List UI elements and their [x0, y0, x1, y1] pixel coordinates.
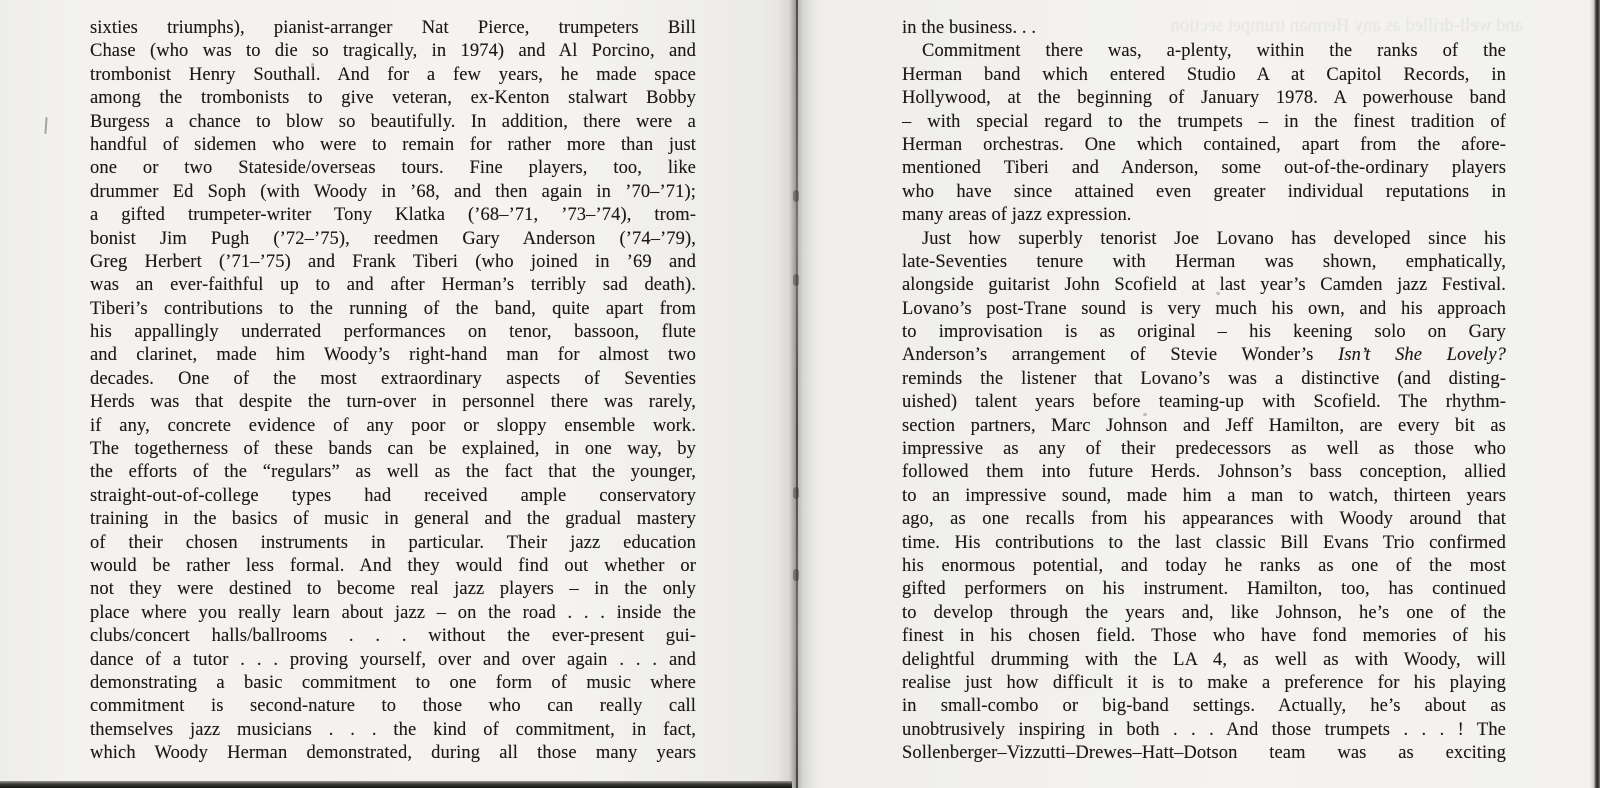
text-line: place where you really learn about jazz – on the road . . . inside the: [90, 602, 696, 623]
text-line: ago, as one recalls from his appearances with Woody around that: [902, 509, 1506, 530]
text-line: Herds was that despite the turn-over in personnel there was rarely,: [90, 392, 696, 413]
text-line: reminds the listener that Lovano’s was a distinctive (and disting-: [902, 368, 1506, 389]
text-line: in the business. . .: [902, 18, 1037, 38]
text-line: uished) talent years before teaming-up with Scofield. The rhythm-: [902, 392, 1506, 413]
text-line: Burgess a chance to blow so beautifully. In addition, there were a: [90, 111, 696, 132]
text-line: among the trombonists to give veteran, ex-Kenton stalwart Bobby: [90, 88, 696, 109]
text-line: Lovano’s post-Trane sound is very much his own, and his approach: [902, 298, 1506, 319]
text-line: Commitment there was, a-plenty, within the ranks of the: [922, 41, 1506, 62]
text-line: – with special regard to the trumpets – in the finest tradition of: [902, 111, 1506, 132]
left-page-text: [90, 17, 696, 766]
text-line: not they were destined to become real jazz players – in the only: [90, 579, 696, 600]
text-line: which Woody Herman demonstrated, during all those many years: [90, 743, 696, 764]
text-line: late-Seventies tenure with Herman was shown, emphatically,: [902, 251, 1506, 272]
text-line: demonstrating a basic commitment to one form of music where: [90, 672, 696, 693]
text-line: alongside guitarist John Scofield at last year’s Camden jazz Festival.: [902, 275, 1506, 296]
text-line: the efforts of the “regulars” as well as the fact that the younger,: [90, 462, 696, 483]
text-line: Tiberi’s contributions to the running of the band, quite apart from: [90, 298, 696, 319]
left-page: [0, 0, 793, 788]
text-line: themselves jazz musicians . . . the kind of commitment, in fact,: [90, 719, 696, 740]
text-line: Herman band which entered Studio A at Capitol Records, in: [902, 64, 1506, 85]
text-line: to develop through the years and, like Johnson, he’s one of the: [902, 602, 1506, 623]
text-line: drummer Ed Soph (with Woody in ’68, and then again in ’70–’71);: [90, 181, 696, 202]
italic-song-title: Isn’t She Lovely?: [1338, 345, 1506, 366]
text-line: Greg Herbert (’71–’75) and Frank Tiberi (who joined in ’69 and: [90, 251, 696, 272]
text-line: if any, concrete evidence of any poor or sloppy ensemble work.: [90, 415, 696, 436]
text-line: impressive as any of their predecessors as well as those who: [902, 439, 1506, 460]
ghost-bleed-text: and well-drilled as any Herman trumpet section: [1170, 16, 1523, 36]
text-line: [902, 344, 1506, 367]
text-line: mentioned Tiberi and Anderson, some out-of-the-ordinary players: [902, 158, 1506, 179]
text-line: realise just how difficult it is to make a preference for his playing: [902, 672, 1506, 693]
text-line: followed them into future Herds. Johnson’s bass conception, allied: [902, 462, 1506, 483]
text-line: his appallingly underrated performances on tenor, bassoon, flute: [90, 322, 696, 343]
text-line: decades. One of the most extraordinary aspects of Seventies: [90, 368, 696, 389]
text-line: one or two Stateside/overseas tours. Fine players, too, like: [90, 158, 696, 179]
text-line: would be rather less formal. And they would find out whether or: [90, 555, 696, 576]
text-line: of their chosen instruments in particular. Their jazz education: [90, 532, 696, 553]
text-line: his enormous potential, and today he ranks as one of the most: [902, 555, 1506, 576]
right-page-text: [902, 17, 1506, 766]
text-line: dance of a tutor . . . proving yourself, over and over again . . . and: [90, 649, 696, 670]
right-scan-edge: [1590, 0, 1600, 788]
text-line: bonist Jim Pugh (’72–’75), reedmen Gary Anderson (’74–’79),: [90, 228, 696, 249]
pen-mark: [44, 117, 47, 134]
text-line: in small-combo or big-band settings. Actually, he’s about as: [902, 696, 1506, 717]
text-line: trombonist Henry Southall. And for a few years, he made space: [90, 64, 696, 85]
text-line: clubs/concert halls/ballrooms . . . without the ever-present gui-: [90, 626, 696, 647]
bottom-scan-edge: [0, 781, 792, 788]
text-line: delightful drumming with the LA 4, as well as with Woody, will: [902, 649, 1506, 670]
text-line: The togetherness of these bands can be explained, in one way, by: [90, 439, 696, 460]
text-line: many areas of jazz expression.: [902, 205, 1132, 226]
text-line: unobtrusively inspiring in both . . . And those trumpets . . . ! The: [902, 719, 1506, 740]
text-line: to an impressive sound, made him a man to watch, thirteen years: [902, 485, 1506, 506]
text-line: Chase (who was to die so tragically, in 1974) and Al Porcino, and: [90, 41, 696, 62]
text-fragment: Anderson’s arrangement of Stevie Wonder’s: [902, 345, 1314, 366]
text-line: gifted performers on his instrument. Hamilton, too, has continued: [902, 579, 1506, 600]
text-line: handful of sidemen who were to remain for rather more than just: [90, 134, 696, 155]
text-line: straight-out-of-college types had received ample conservatory: [90, 485, 696, 506]
text-line: to improvisation is as original – his keening solo on Gary: [902, 322, 1506, 343]
text-line: sixties triumphs), pianist-arranger Nat Pierce, trumpeters Bill: [90, 18, 696, 38]
text-line: commitment is second-nature to those who can really call: [90, 696, 696, 717]
text-line: section partners, Marc Johnson and Jeff Hamilton, are every bit as: [902, 415, 1506, 436]
text-line: Herman orchestras. One which contained, apart from the afore-: [902, 134, 1506, 155]
text-line: Just how superbly tenorist Joe Lovano has developed since his: [922, 228, 1506, 249]
text-line: and clarinet, made him Woody’s right-hand man for almost two: [90, 345, 696, 366]
right-page: [793, 0, 1594, 788]
text-line: a gifted trumpeter-writer Tony Klatka (’68–’71, ’73–’74), trom-: [90, 205, 696, 226]
text-line: Sollenberger–Vizzutti–Drewes–Hatt–Dotson team was as exciting: [902, 743, 1506, 764]
text-line: training in the basics of music in general and the gradual mastery: [90, 509, 696, 530]
text-line: Hollywood, at the beginning of January 1978. A powerhouse band: [902, 88, 1506, 109]
text-line: who have since attained even greater individual reputations in: [902, 181, 1506, 202]
text-line: was an ever-faithful up to and after Herman’s terribly sad death).: [90, 275, 696, 296]
text-line: finest in his chosen field. Those who have fond memories of his: [902, 626, 1506, 647]
text-line: time. His contributions to the last classic Bill Evans Trio confirmed: [902, 532, 1506, 553]
